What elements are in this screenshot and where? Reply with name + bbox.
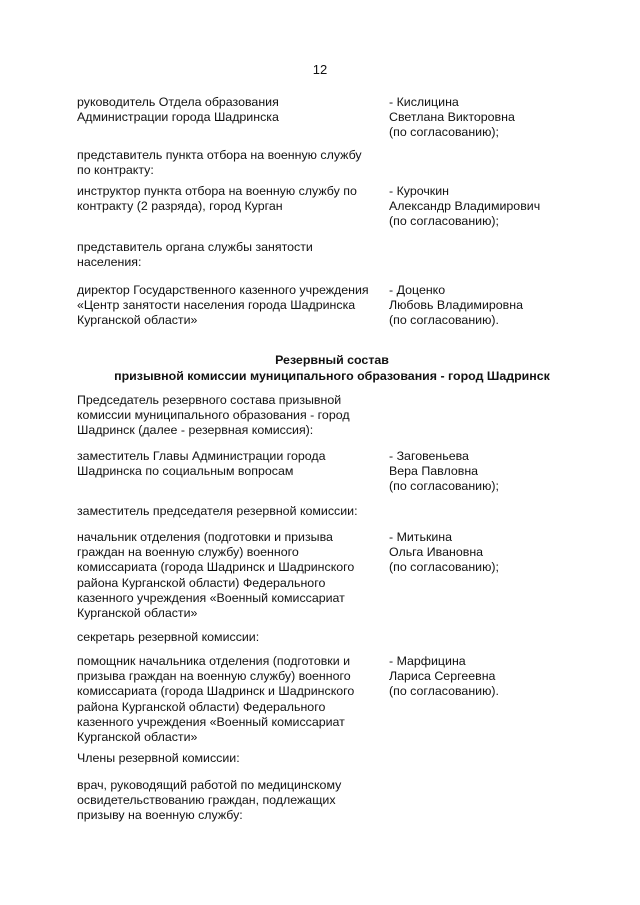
entry-left-text: помощник начальника отделения (подготовки и призыва граждан на военную службу) военного комиссариата (города Шадринск и Шадринского района Курганской области) Федерального казенного учреждения «Военный комиссариат Курганской области» [77,654,355,745]
entry-left-text: директор Государственного казенного учреждения «Центр занятости населения города Шадринска Курганской области» [77,283,369,328]
page-number: 12 [312,62,328,77]
entry-left-text: руководитель Отдела образования Администрации города Шадринска [77,95,279,125]
entry-left-text: Председатель резервного состава призывной комиссии муниципального образования - город Шадринск (далее - резервная комиссия): [77,393,350,438]
entry-right-text: - Марфицина Лариса Сергеевна (по согласованию). [389,654,499,699]
entry-right-text: - Доценко Любовь Владимировна (по согласованию). [389,283,523,328]
entry-left-text: представитель пункта отбора на военную службу по контракту: [77,148,362,178]
entry-left-text: заместитель Главы Администрации города Шадринска по социальным вопросам [77,449,326,479]
entry-left-text: заместитель председателя резервной комиссии: [77,504,358,518]
entry-left-text: инструктор пункта отбора на военную службу по контракту (2 разряда), город Курган [77,184,357,214]
entry-left-text: секретарь резервной комиссии: [77,630,260,644]
entry-right-text: - Кислицина Светлана Викторовна (по согласованию); [389,95,515,140]
entry-right-text: - Курочкин Александр Владимирович (по согласованию); [389,184,541,229]
entry-right-text: - Заговеньева Вера Павловна (по согласованию); [389,449,499,494]
section-heading: Резервный состав призывной комиссии муниципального образования - город Шадринск [114,353,550,383]
entry-left-text: начальник отделения (подготовки и призыва граждан на военную службу) военного комиссариата (города Шадринск и Шадринского района Курганской области) Федерального казенного учреждения «Военный комиссариат Курганской области» [77,530,355,621]
entry-left-text: Члены резервной комиссии: [77,751,240,765]
entry-left-text: представитель органа службы занятости населения: [77,240,313,270]
entry-right-text: - Митькина Ольга Ивановна (по согласованию); [389,530,499,575]
entry-left-text: врач, руководящий работой по медицинскому освидетельствованию граждан, подлежащих призыву на военную службу: [77,778,342,823]
